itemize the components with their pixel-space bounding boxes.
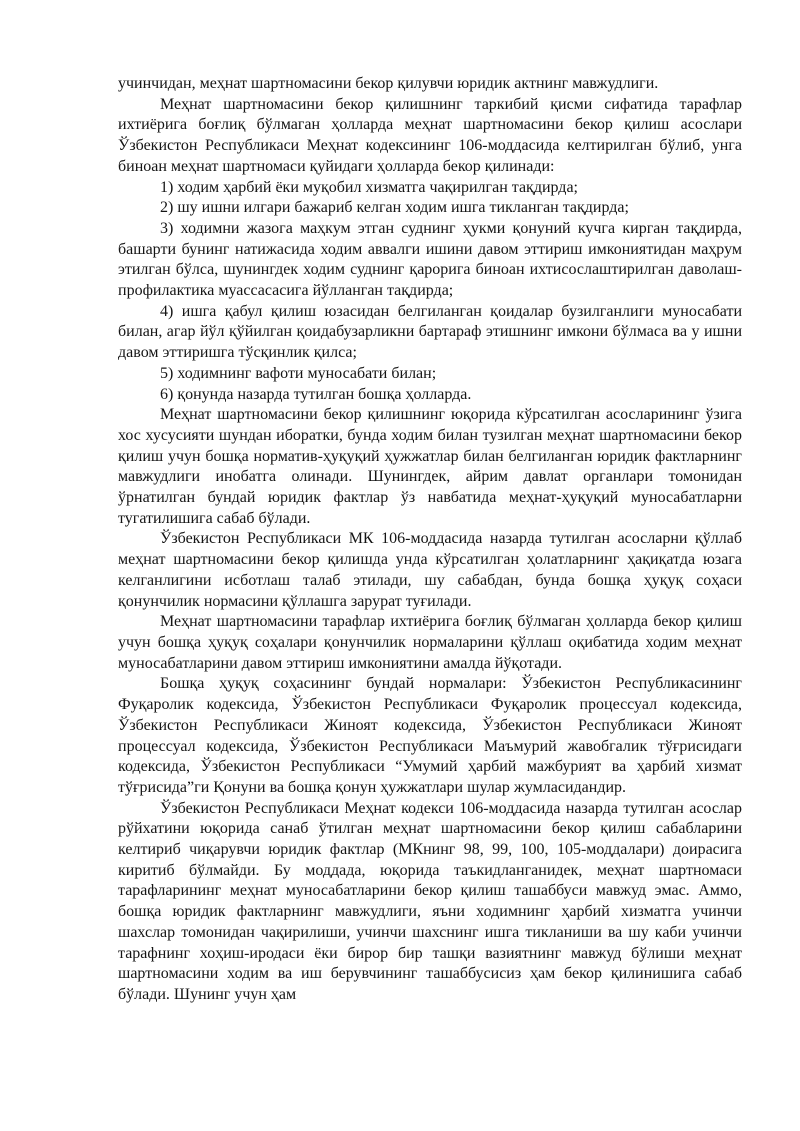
paragraph-continuation: учинчидан, меҳнат шартномасини бекор қилувчи юридик актнинг мавжудлиги. [118, 75, 659, 92]
paragraph-loss-of-employment: Меҳнат шартномасини тарафлар ихтиёрига боғлиқ бўлмаган ҳолларда бекор қилиш учун бошқа ҳуқуқ соҳалари қонунчилик нормаларини қўллаш оқибатида ходим меҳнат муносабатларини давом эттириш имкониятини амалда йўқотади. [118, 613, 742, 672]
paragraph-article-106-analysis: Ўзбекистон Республикаси Меҳнат кодекси 106-моддасида назарда тутилган асослар рўйхатини юқорида санаб ўтилган меҳнат шартномасини бекор қилиш сабабларини келтириб чиқарувчи юридик фактлар (МКнинг 98, 99, 100, 105-моддалари) доирасига киритиб бўлмайди. Бу моддада, юқорида таъкидланганидек, меҳнат шартномаси тарафларининг меҳнат муносабатларини бекор қилиш ташаббуси мавжуд эмас. Аммо, бошқа юридик фактларнинг мавжудлиги, яъни ходимнинг ҳарбий хизматга учинчи шахслар томонидан чақирилиши, учинчи шахснинг ишга тикланиши ва шу каби учинчи тарафнинг хоҳиш-иродаси ёки бирор бир ташқи вазиятнинг мавжуд бўлиши меҳнат шартномасини ходим ва иш берувчининг ташаббусисиз ҳам бекор қилинишига сабаб бўлади. Шунинг учун ҳам [118, 799, 742, 1003]
list-item-1: 1) ходим ҳарбий ёки муқобил хизматга чақирилган тақдирда; [160, 178, 578, 196]
list-item-4: 4) ишга қабул қилиш юзасидан белгиланган қоидалар бузилганлиги муносабати билан, агар йўл қўйилган қоидабузарликни бартараф этишнинг имкони бўлмаса ва у ишни давом эттиришга тўсқинлик қилса; [118, 302, 742, 362]
paragraph-other-norms: Бошқа ҳуқуқ соҳасининг бундай нормалари: Ўзбекистон Республикасининг Фуқаролик кодексида, Ўзбекистон Республикаси Фуқаролик процессуал кодексида, Ўзбекистон Республикаси Жиноят кодексида, Ўзбекистон Республикаси Жиноят процессуал кодексида, Ўзбекистон Республикаси Маъмурий жавобгалик тўғрисидаги кодексида, Ўзбекистон Республикаси “Умумий ҳарбий мажбурият ва ҳарбий хизмат тўғрисида”ги Қонуни ва бошқа қонун ҳужжатлари шулар жумласидандир. [118, 675, 742, 796]
paragraph-article-106-proof: Ўзбекистон Республикаси МК 106-моддасида назарда тутилган асосларни қўллаб меҳнат шартномасини бекор қилишда унда кўрсатилган ҳолатларнинг ҳақиқатда юзага келганлигини исботлаш талаб этилади, шу сабабдан, бунда бошқа ҳуқуқ соҳаси қонунчилик нормасини қўллашга зарурат туғилади. [118, 530, 742, 610]
list-item-2: 2) шу ишни илгари бажариб келган ходим ишга тикланган тақдирда; [160, 199, 629, 217]
document-page [118, 74, 742, 1006]
list-item-6: 6) қонунда назарда тутилган бошқа ҳолларда. [160, 385, 472, 403]
list-item-3: 3) ходимни жазога маҳкум этган суднинг ҳукми қонуний кучга кирган тақдирда, башарти бунинг натижасида ходим аввалги ишини давом эттириш имкониятидан маҳрум этилган бўлса, шунингдек ходим суднинг қарорига биноан ихтисослаштирилган даволаш-профилактика муассасасига йўлланган тақдирда; [118, 219, 742, 300]
paragraph-termination-grounds: Меҳнат шартномасини бекор қилишнинг таркибий қисми сифатида тарафлар ихтиёрига боғлиқ бўлмаган ҳолларда меҳнат шартномасини бекор қилиш асослари Ўзбекистон Республикаси Меҳнат кодексининг 106-моддасида келтирилган бўлиб, унга биноан меҳнат шартномаси қуйидаги ҳолларда бекор қилинади: [118, 95, 742, 175]
list-item-5: 5) ходимнинг вафоти муносабати билан; [160, 364, 437, 382]
paragraph-peculiarity: Меҳнат шартномасини бекор қилишнинг юқорида кўрсатилган асосларининг ўзига хос хусусияти шундан иборатки, бунда ходим билан тузилган меҳнат шартномасини бекор қилиш учун бошқа норматив-ҳуқуқий ҳужжатлар билан белгиланган юридик фактларнинг мавжудлиги инобатга олинади. Шунингдек, айрим давлат органлари томонидан ўрнатилган бундай юридик фактлар ўз навбатида меҳнат-ҳуқуқий муносабатларни тугатилишига сабаб бўлади. [118, 406, 742, 527]
